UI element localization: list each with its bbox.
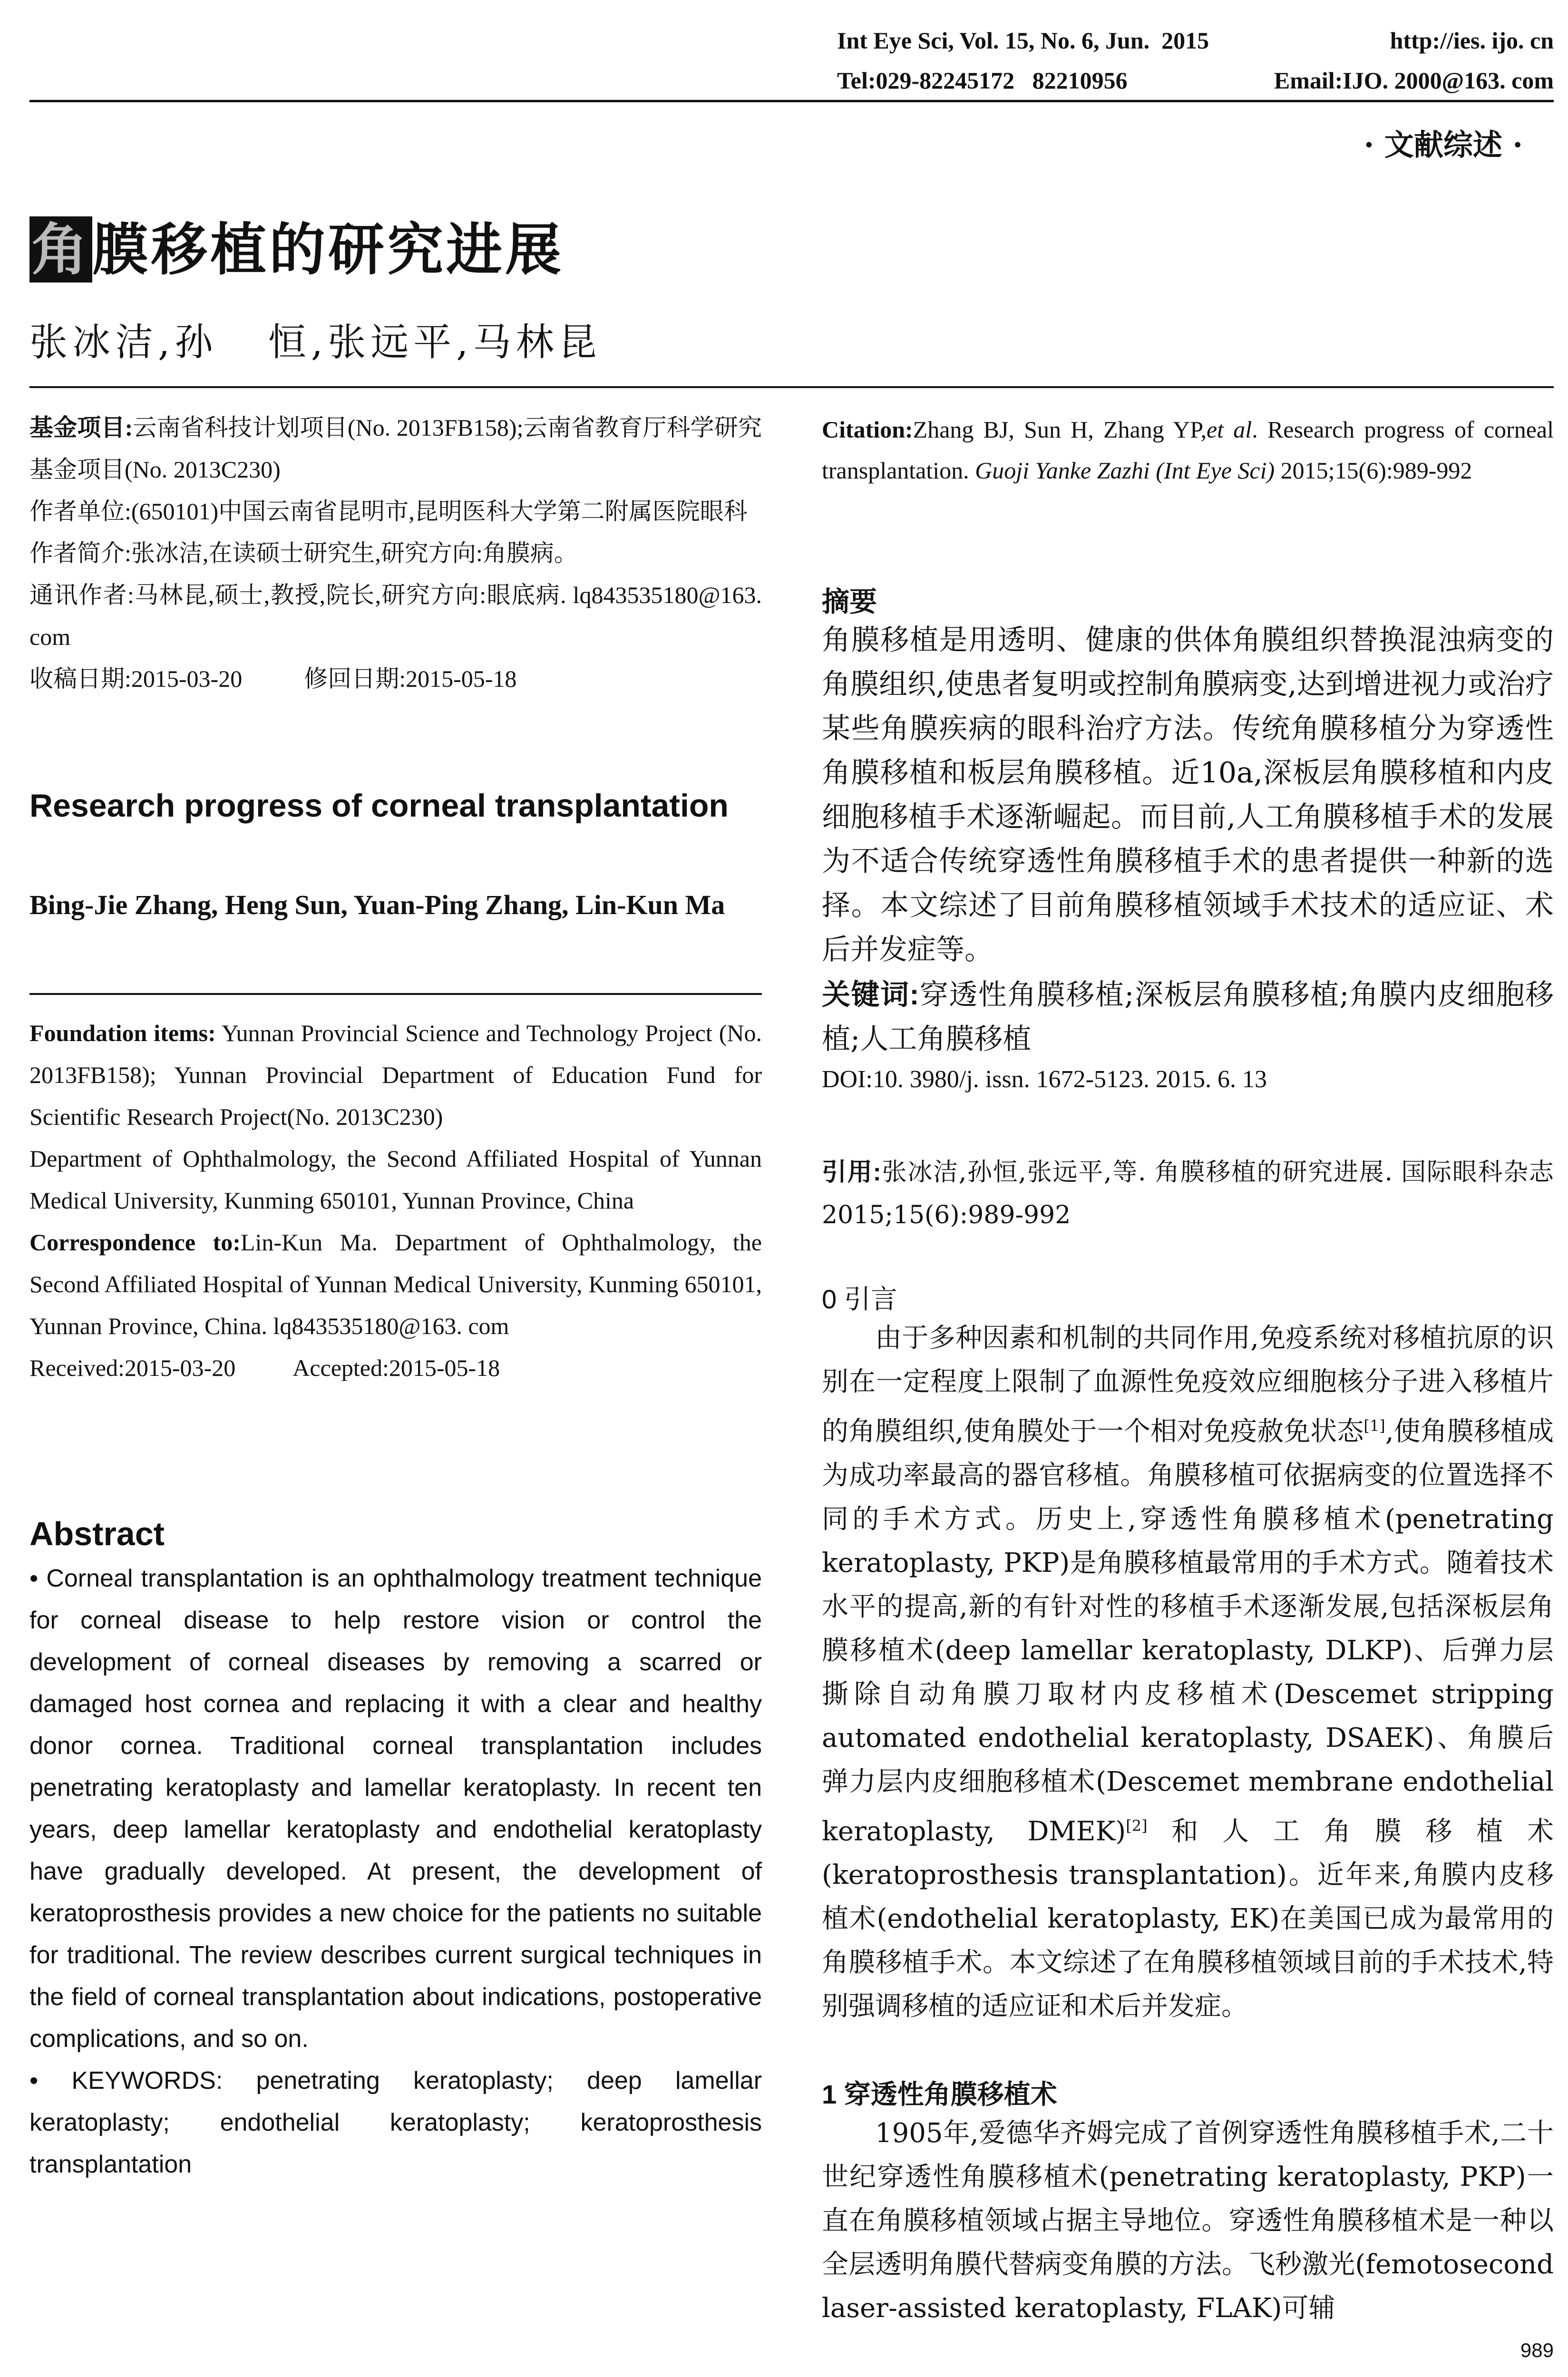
english-title: Research progress of corneal transplantation [29,788,729,824]
english-authors: Bing-Jie Zhang, Heng Sun, Yuan-Ping Zhang, Lin-Kun Ma [29,889,725,920]
bio-cn: 作者简介:张冰洁,在读硕士研究生,研究方向:角膜病。 [29,540,578,566]
section-1-heading: 1 穿透性角膜移植术 [822,2079,1057,2109]
ref-1[interactable]: [1] [1363,1417,1385,1435]
section-0-heading: 0 引言 [822,1284,897,1314]
abstract-body [29,1558,762,2185]
title-rest: 膜移植的研究进展 [92,216,565,283]
journal-email[interactable]: Email:IJO. 2000@163. com [1274,67,1554,94]
foundation-cn: 基金项目:云南省科技计划项目(No. 2013FB158);云南省教育厅科学研究基金项目(No. 2013C230) [29,414,762,483]
dates-cn: 收稿日期:2015-03-20 修回日期:2015-05-18 [29,665,517,692]
zh-abstract-body: 角膜移植是用透明、健康的供体角膜组织替换混浊病变的角膜组织,使患者复明或控制角膜病变,达到增进视力或治疗某些角膜疾病的眼科治疗方法。传统角膜移植分为穿透性角膜移植和板层角膜移植。近10a,深板层角膜移植和内皮细胞移植手术逐渐崛起。而目前,人工角膜移植手术的发展为不适合传统穿透性角膜移植手术的患者提供一种新的选择。本文综述了目前角膜移植领域手术技术的适应证、术后并发症等。 [822,623,1554,966]
abstract-heading: Abstract [29,1515,165,1552]
abstract-keywords: • KEYWORDS: penetrating keratoplasty; deep lamellar keratoplasty; endothelial keratoplasty; keratoprosthesis transplantation [29,2067,762,2178]
abstract-bullet: • [29,1565,39,1592]
authors-cn: 张冰洁,孙 恒,张远平,马林昆 [29,320,602,364]
english-meta [29,1012,762,1389]
left-meta [29,407,762,700]
dates-en: Received:2015-03-20 Accepted:2015-05-18 [29,1354,500,1381]
journal-tel: Tel:029-82245172 82210956 [837,67,1128,94]
foundation-en: Foundation items: Yunnan Provincial Science and Technology Project (No. 2013FB158); Yunnan Provincial Department of Education Fund for Scientific Research Project(No. 2013C230) [29,1020,762,1130]
unit-cn: 作者单位:(650101)中国云南省昆明市,昆明医科大学第二附属医院眼科 [29,498,748,525]
page-title [29,205,564,285]
correspondence-en: Correspondence to:Lin-Kun Ma. Department of Ophthalmology, the Second Affiliated Hospital of Yunnan Medical University, Kunming 650101, Yunnan Province, China. lq843535180@163. com [29,1229,762,1339]
journal-line: Int Eye Sci, Vol. 15, No. 6, Jun. 2015 [837,27,1209,54]
section-1-body: 1905年,爱德华齐姆完成了首例穿透性角膜移植手术,二十世纪穿透性角膜移植术(penetrating keratoplasty, PKP)一直在角膜移植领域占据主导地位。穿透性角膜移植术是一种以全层透明角膜代替病变角膜的方法。飞秒激光(femotosecond laser-assisted keratoplasty, FLAK)可辅 [822,2118,1554,2324]
zh-abstract-heading: 摘要 [822,586,877,617]
title-rule [29,386,1554,388]
header-rule [29,100,1554,102]
doi[interactable]: DOI:10. 3980/j. issn. 1672-5123. 2015. 6. 13 [822,1066,1267,1093]
correspondence-cn: 通讯作者:马林昆,硕士,教授,院长,研究方向:眼底病. lq843535180@163. com [29,582,762,650]
section-0-body: 由于多种因素和机制的共同作用,免疫系统对移植抗原的识别在一定程度上限制了血源性免疫效应细胞核分子进入移植片的角膜组织,使角膜处于一个相对免疫赦免状态[1],使角膜移植成为成功率最高的器官移植。角膜移植可依据病变的位置选择不同的手术方式。历史上,穿透性角膜移植术(penetrating keratoplasty, PKP)是角膜移植最常用的手术方式。随着技术水平的提高,新的有针对性的移植手术逐渐发展,包括深板层角膜移植术(deep lamellar keratoplasty, DLKP)、后弹力层撕除自动角膜刀取材内皮移植术(Descemet stripping automated endothelial keratoplasty, DSAEK)、角膜后弹力层内皮细胞移植术(Descemet membrane endothelial keratoplasty, DMEK)[2]和人工角膜移植术(keratoprosthesis transplantation)。近年来,角膜内皮移植术(endothelial keratoplasty, EK)在美国已成为最常用的角膜移植手术。本文综述了在角膜移植领域目前的手术技术,特别强调移植的适应证和术后并发症。 [822,1323,1554,2022]
title-first-char: 角 [29,216,92,283]
department-en: Department of Ophthalmology, the Second Affiliated Hospital of Yunnan Medical University, Kunming 650101, Yunnan Province, China [29,1145,762,1214]
citation-en: Citation:Zhang BJ, Sun H, Zhang YP,et al. Research progress of corneal transplantation. Guoji Yanke Zazhi (Int Eye Sci) 2015;15(6):989-992 [822,416,1554,484]
citation-cn: 引用:张冰洁,孙恒,张远平,等. 角膜移植的研究进展. 国际眼科杂志 2015;15(6):989-992 [822,1158,1554,1229]
page-number: 989 [1520,2339,1554,2361]
ref-2[interactable]: [2] [1126,1816,1148,1835]
journal-url[interactable]: http://ies. ijo. cn [1390,27,1554,54]
abstract-paragraph: • Corneal transplantation is an ophthalmology treatment technique for corneal disease to help restore vision or control the development of corneal diseases by removing a scarred or damaged host cornea and replacing it with a clear and healthy donor cornea. Traditional corneal transplantation includes penetrating keratoplasty and lamellar keratoplasty. In recent ten years, deep lamellar keratoplasty and endothelial keratoplasty have gradually developed. At present, the development of keratoprosthesis provides a new choice for the patients no suitable for traditional. The review describes current surgical techniques in the field of corneal transplantation about indications, postoperative complications, and so on. [29,1565,762,2053]
left-divider [29,993,762,995]
zh-keywords: 关键词:穿透性角膜移植;深板层角膜移植;角膜内皮细胞移植;人工角膜移植 [822,978,1554,1056]
section-label: · 文献综述 · [1363,127,1523,162]
